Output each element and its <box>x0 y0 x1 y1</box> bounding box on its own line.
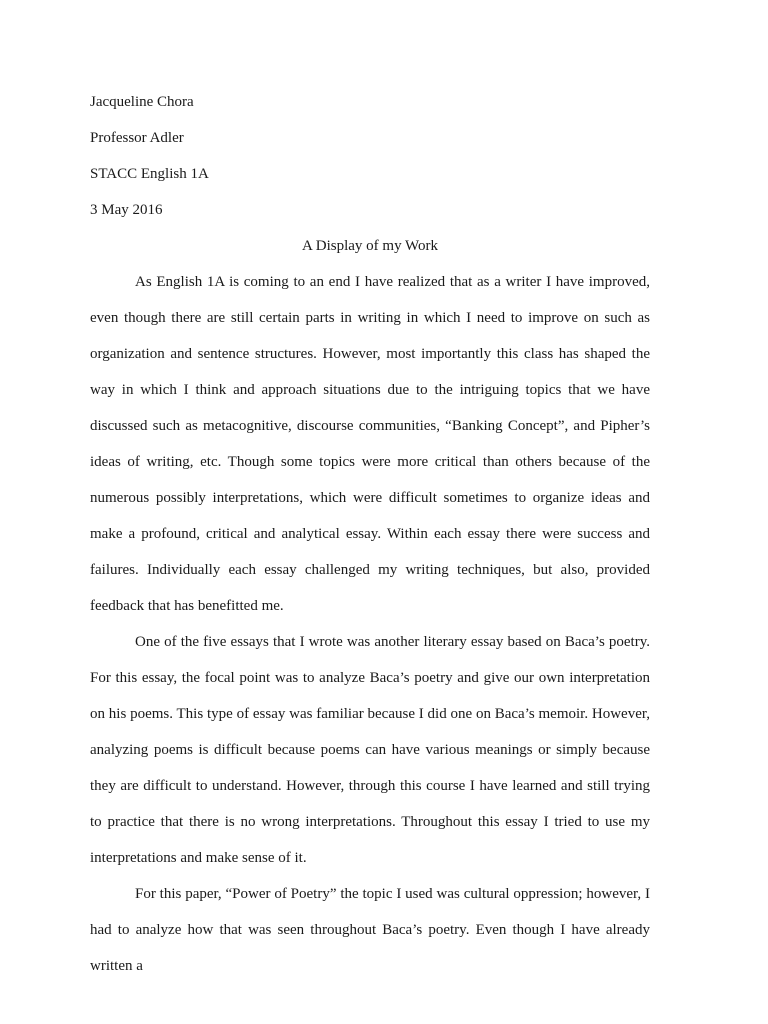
student-name: Jacqueline Chora <box>90 94 194 110</box>
essay-date: 3 May 2016 <box>90 202 163 218</box>
course-name: STACC English 1A <box>90 166 209 182</box>
paragraph-1: As English 1A is coming to an end I have realized that as a writer I have improved, even though there are still certain parts in writing in which I need to improve on such as organization and sentence structures. However, most importantly this class has shaped the way in which I think and approach situations due to the intriguing topics that we have discussed such as metacognitive, discourse communities, “Banking Concept”, and Pipher’s ideas of writing, etc. Though some topics were more critical than others because of the numerous possibly interpretations, which were difficult sometimes to organize ideas and make a profound, critical and analytical essay. Within each essay there were success and failures. Individually each essay challenged my writing techniques, but also, provided feedback that has benefitted me. <box>90 274 650 614</box>
paragraph-2: One of the five essays that I wrote was another literary essay based on Baca’s poetry. For this essay, the focal point was to analyze Baca’s poetry and give our own interpretation on his poems. This type of essay was familiar because I did one on Baca’s memoir. However, analyzing poems is difficult because poems can have various meanings or simply because they are difficult to understand. However, through this course I have learned and still trying to practice that there is no wrong interpretations. Throughout this essay I tried to use my interpretations and make sense of it. <box>90 634 650 866</box>
paragraph-3: For this paper, “Power of Poetry” the topic I used was cultural oppression; however, I had to analyze how that was seen throughout Baca’s poetry. Even though I have already written a <box>90 886 650 974</box>
document-page <box>90 84 650 984</box>
professor-name: Professor Adler <box>90 130 184 146</box>
essay-title: A Display of my Work <box>301 238 438 254</box>
